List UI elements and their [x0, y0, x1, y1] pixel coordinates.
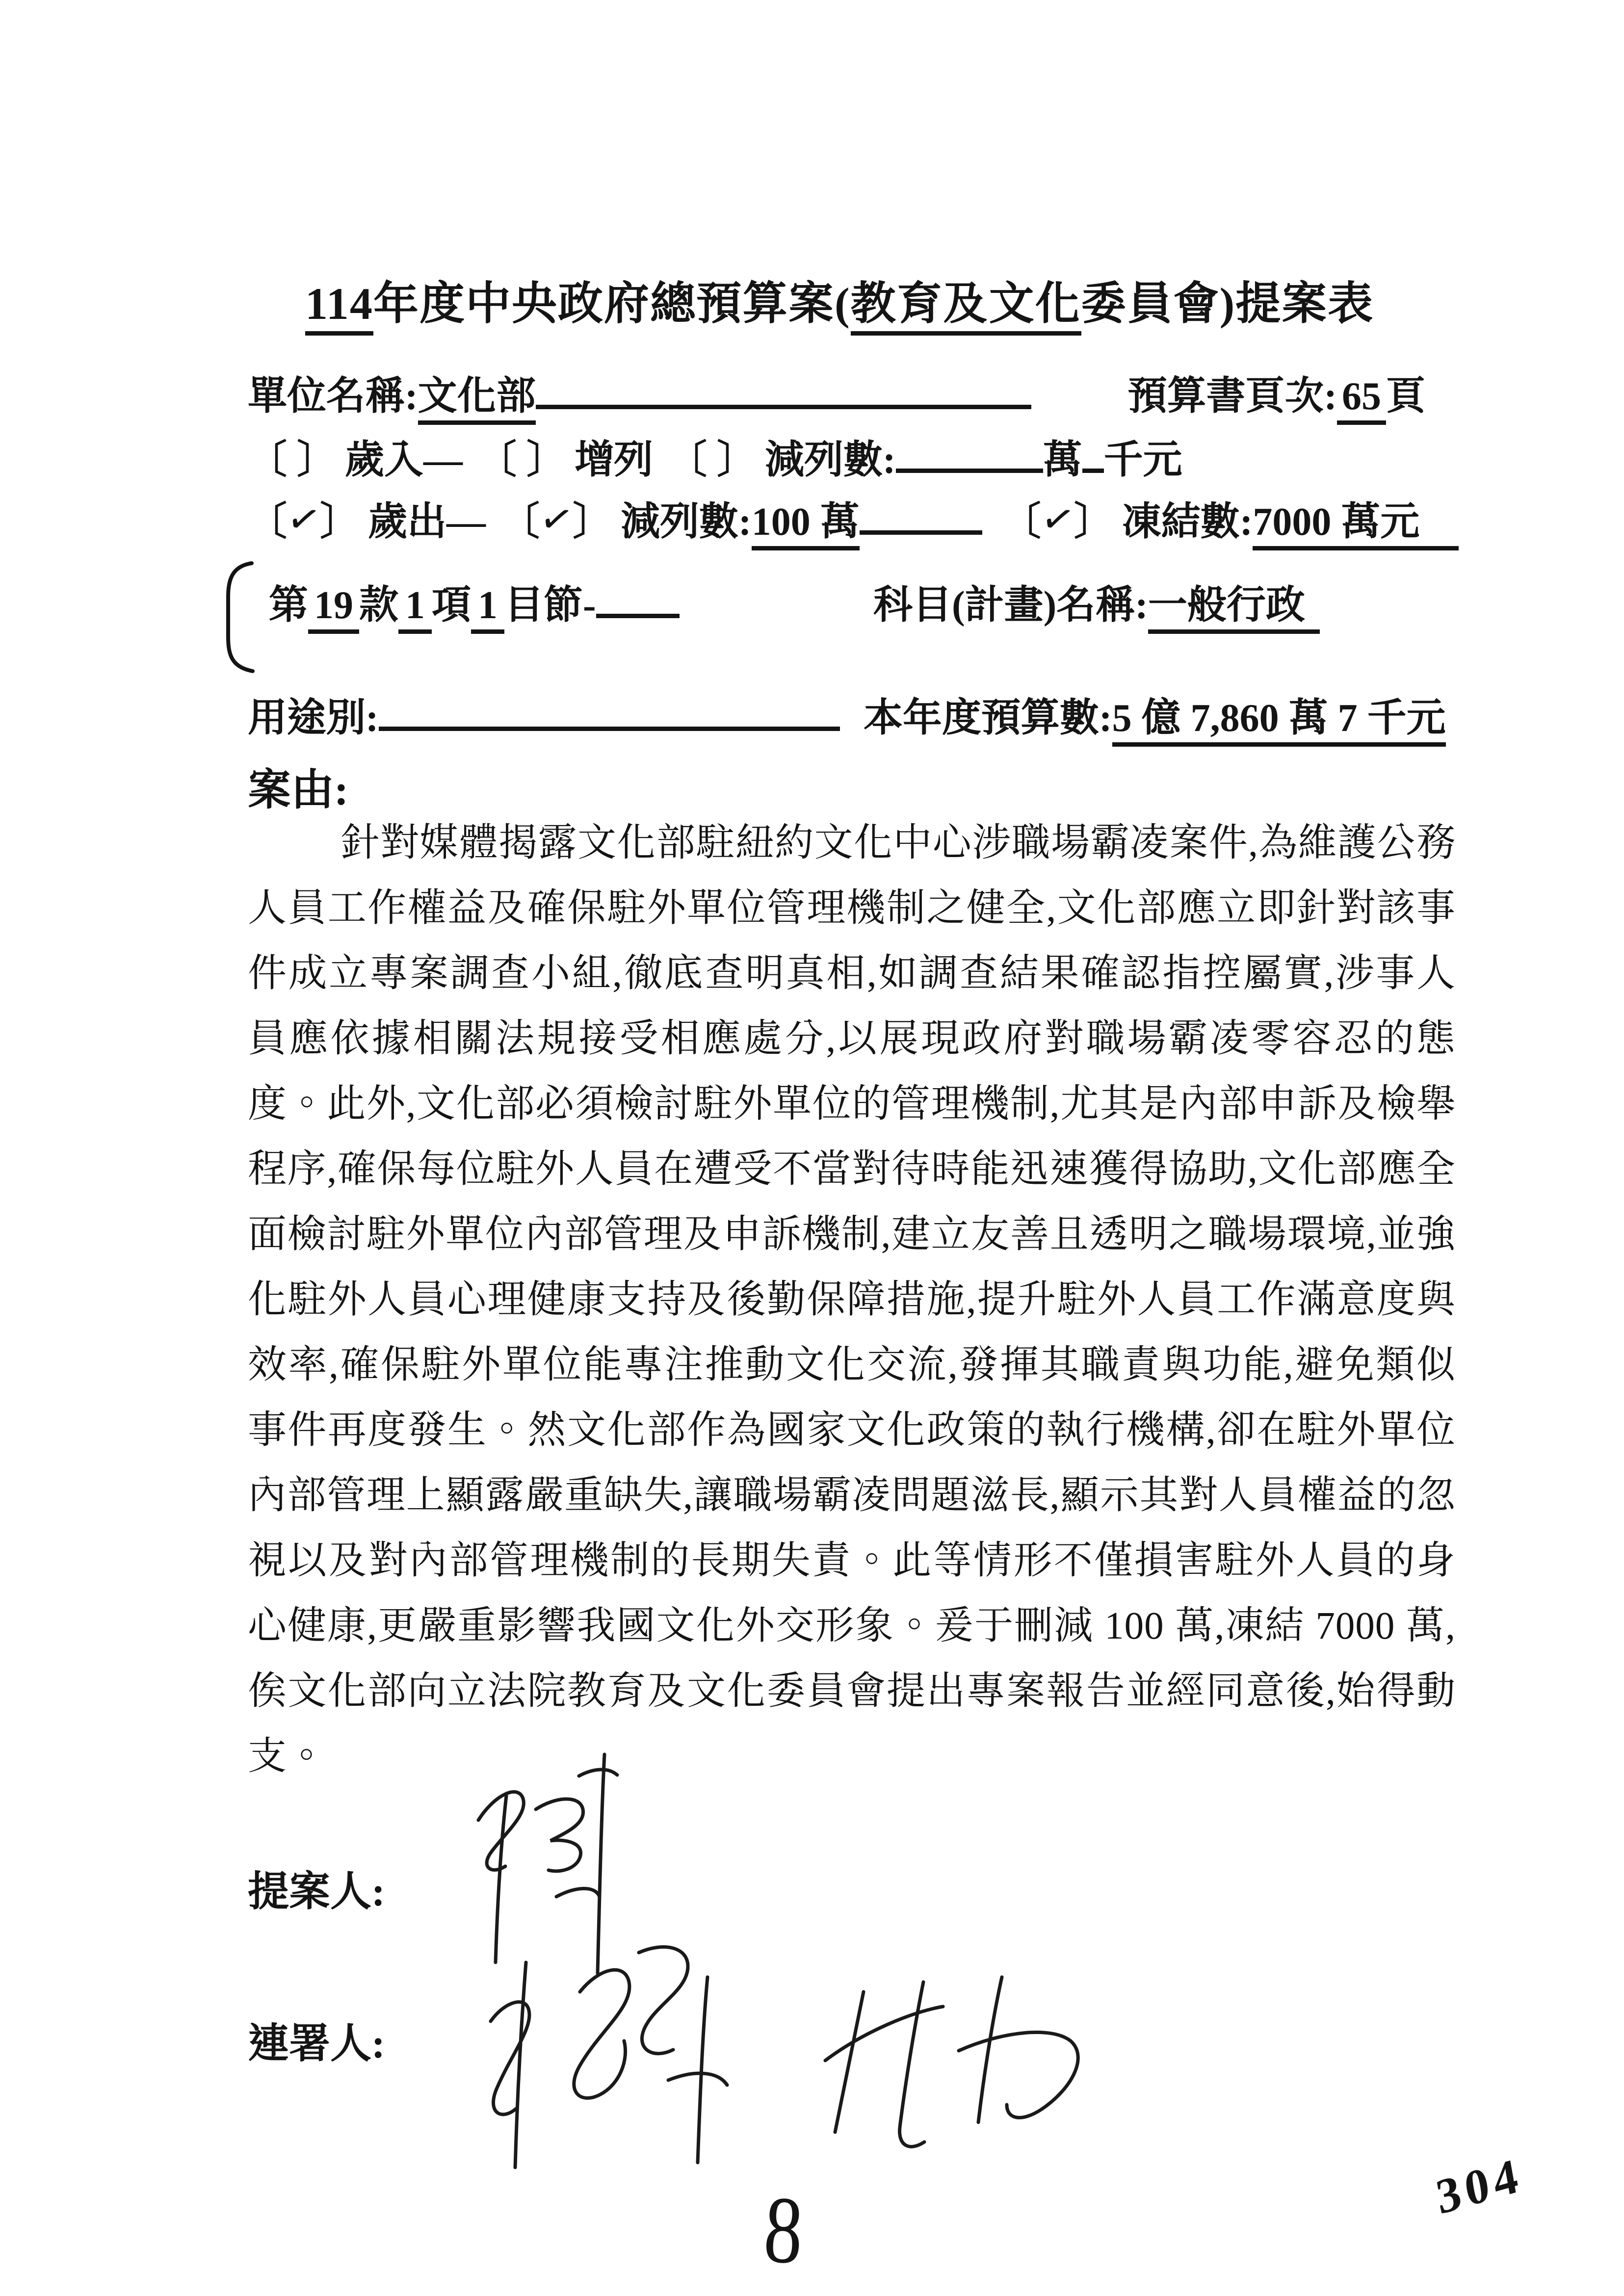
title-committee: 教育及文化 [851, 279, 1081, 336]
title-mid: 年度中央政府總預算案( [373, 279, 851, 329]
subject-label: 科目(計畫)名稱: [873, 584, 1148, 627]
item-di: 第 [269, 584, 308, 627]
unit-name-value: 文化部 [418, 375, 536, 425]
case-body-paragraph: 針對媒體揭露文化部駐紐約文化中心涉職場霸凌案件,為維護公務人員工作權益及確保駐外單位管理機制之健全,文化部應立即針對該事件成立專案調查小組,徹底查明真相,如調查結果確認指控屬實,涉事人員應依據相關法規接受相應處分,以展現政府對職場霸凌零容忍的態度。此外,文化部必須檢討駐外單位的管理機制,尤其是內部申訴及檢舉程序,確保每位駐外人員在遭受不當對待時能迅速獲得協助,文化部應全面檢討駐外單位內部管理及申訴機制,建立友善且透明之職場環境,並強化駐外人員心理健康支持及後勤保障措施,提升駐外人員工作滿意度與效率,確保駐外單位能專注推動文化交流,發揮其職責與功能,避免類似事件再度發生。然文化部作為國家文化政策的執行機構,卻在駐外單位內部管理上顯露嚴重缺失,讓職場霸凌問題滋長,顯示其對人員權益的忽視以及對內部管理機制的長期失責。此等情形不僅損害駐外人員的身心健康,更嚴重影響我國文化外交形象。爰于刪減 100 萬,凍結 7000 萬,俟文化部向立法院教育及文化委員會提出專案報告並經同意後,始得動支。 [248, 822, 1456, 1778]
unit-name-field [248, 364, 1031, 420]
expense-cut-label: 減列數: [621, 500, 752, 544]
annual-budget-field [864, 686, 1446, 742]
expense-checkbox [248, 490, 359, 546]
usage-row [248, 686, 840, 742]
bracket-close: 〕 [573, 500, 612, 544]
item-jie-blank [596, 574, 680, 618]
budget-book-page-field [1127, 364, 1425, 420]
budget-book-page-value: 65 [1337, 375, 1386, 425]
budget-book-page-unit: 頁 [1386, 375, 1425, 418]
unit-row [248, 364, 1425, 420]
item-row [269, 573, 680, 629]
expense-cut-value: 100 萬 [752, 500, 860, 550]
revenue-row [248, 428, 1182, 484]
revenue-checkbox: 〔 〕 [248, 439, 336, 482]
expense-cut-checkmark: ✓ [536, 496, 577, 545]
section-left-bracket [219, 558, 258, 676]
expense-label: 歲出— [368, 500, 486, 544]
usage-blank-underline [379, 687, 840, 731]
freeze-label: 凍結數: [1122, 500, 1253, 544]
handwritten-corner-number [1432, 2146, 1527, 2225]
revenue-add-label: 增列 [575, 439, 653, 482]
item-mu: 目節- [504, 584, 596, 627]
title-year: 114 [305, 279, 373, 336]
subject-field [873, 573, 1320, 629]
budget-book-page-label: 預算書頁次: [1127, 375, 1337, 418]
revenue-wan-unit: 萬 [1043, 439, 1082, 482]
annual-budget-value: 5 億 7,860 萬 7 千元 [1112, 697, 1446, 747]
item-kuan: 款 [359, 584, 398, 627]
freeze-value: 7000 萬元 [1253, 500, 1459, 550]
revenue-amount-blank [896, 429, 1043, 473]
signature-cosigner-1 [432, 1928, 775, 2183]
case-heading: 案由: [248, 767, 349, 814]
unit-name-blank-underline [536, 365, 1031, 409]
title-tail: 委員會)提案表 [1081, 279, 1374, 329]
item-xiang: 項 [432, 584, 471, 627]
bracket-open: 〔 [248, 500, 287, 544]
corner-number-text: 304 [1432, 2146, 1527, 2225]
page-title [305, 267, 1374, 332]
page-number-text: 8 [761, 2176, 806, 2284]
revenue-cut-label: 減列數: [765, 439, 896, 482]
handwritten-page-number [760, 2175, 808, 2285]
revenue-label: 歲入— [345, 439, 463, 482]
usage-label: 用途別: [248, 697, 379, 740]
revenue-add-checkbox: 〔 〕 [477, 439, 566, 482]
proposer-label: 提案人: [248, 1869, 385, 1915]
item-mu-num: 1 [471, 584, 504, 634]
item-xiang-num: 1 [398, 584, 432, 634]
unit-name-label: 單位名稱: [248, 375, 418, 418]
item-kuan-num: 19 [308, 584, 359, 634]
revenue-thousand-unit: 千元 [1103, 439, 1182, 482]
subject-value: 一般行政 [1148, 584, 1320, 634]
revenue-cut-checkbox: 〔 〕 [668, 439, 756, 482]
annual-budget-label: 本年度預算數: [864, 697, 1112, 740]
freeze-checkbox [1002, 490, 1113, 546]
cosigner-label: 連署人: [248, 2021, 385, 2067]
expense-checkmark: ✓ [283, 496, 325, 545]
expense-row [248, 490, 1459, 546]
signature-cosigner-2 [795, 1957, 1109, 2164]
expense-cut-blank [860, 491, 982, 535]
expense-cut-checkbox [500, 490, 612, 546]
revenue-thousand-blank [1082, 429, 1104, 473]
bracket-close: 〕 [320, 500, 360, 544]
bracket-open: 〔 [500, 500, 540, 544]
bracket-open: 〔 [1001, 500, 1041, 544]
bracket-close: 〕 [1074, 500, 1113, 544]
freeze-checkmark: ✓ [1037, 496, 1078, 545]
